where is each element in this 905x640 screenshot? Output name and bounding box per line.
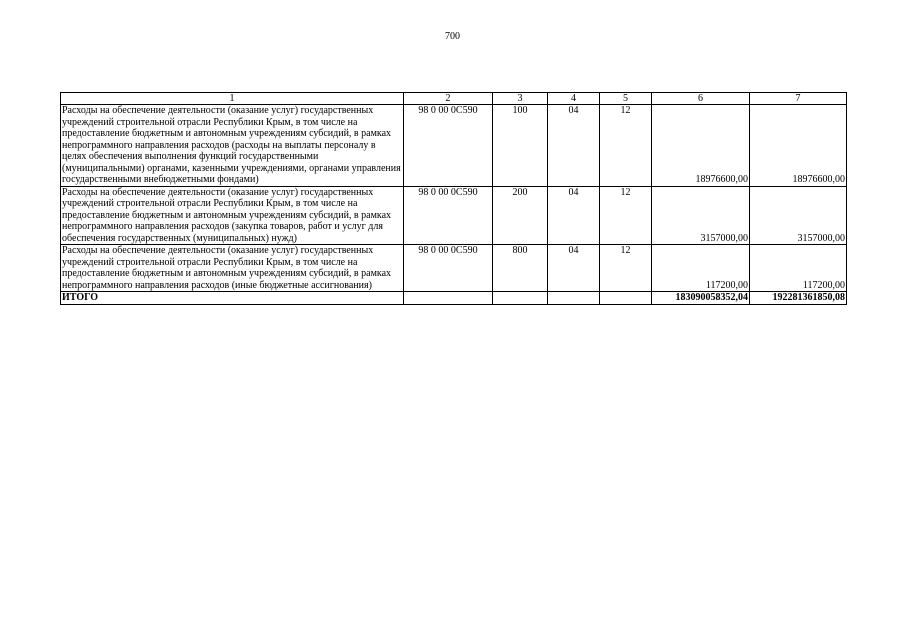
row-col4: 04	[548, 105, 600, 187]
column-header: 5	[600, 93, 652, 105]
row-col4: 04	[548, 186, 600, 245]
row-col6: 117200,00	[652, 245, 750, 292]
budget-table	[60, 92, 847, 305]
table-row	[61, 186, 847, 245]
total-row	[61, 292, 847, 305]
column-header: 7	[750, 93, 847, 105]
total-col6: 183090058352,04	[652, 292, 750, 305]
row-col6: 3157000,00	[652, 186, 750, 245]
row-col6: 18976600,00	[652, 105, 750, 187]
row-col3: 200	[493, 186, 548, 245]
row-col7: 117200,00	[750, 245, 847, 292]
page-number: 700	[445, 31, 460, 42]
empty-cell	[404, 292, 493, 305]
row-col5: 12	[600, 186, 652, 245]
row-col3: 800	[493, 245, 548, 292]
row-code: 98 0 00 0С590	[404, 186, 493, 245]
row-description: Расходы на обеспечение деятельности (оказание услуг) государственных учреждений строительной отрасли Республики Крым, в том числе на предоставление бюджетным и автономным учреждениям субсидий, в рамках непрограммного направления расходов (расходы на выплаты персоналу в целях обеспечения выполнения функций государственными (муниципальными) органами, казенными учреждениями, органами управления государственными внебюджетными фондами)	[61, 105, 404, 187]
row-description: Расходы на обеспечение деятельности (оказание услуг) государственных учреждений строительной отрасли Республики Крым, в том числе на предоставление бюджетным и автономным учреждениям субсидий, в рамках непрограммного направления расходов (закупка товаров, работ и услуг для обеспечения государственных (муниципальных) нужд)	[61, 186, 404, 245]
table-header-row	[61, 93, 847, 105]
row-col4: 04	[548, 245, 600, 292]
column-header: 4	[548, 93, 600, 105]
table-row	[61, 245, 847, 292]
column-header: 1	[61, 93, 404, 105]
row-code: 98 0 00 0С590	[404, 105, 493, 187]
empty-cell	[493, 292, 548, 305]
row-col5: 12	[600, 105, 652, 187]
row-description: Расходы на обеспечение деятельности (оказание услуг) государственных учреждений строительной отрасли Республики Крым, в том числе на предоставление бюджетным и автономным учреждениям субсидий, в рамках непрограммного направления расходов (иные бюджетные ассигнования)	[61, 245, 404, 292]
row-code: 98 0 00 0С590	[404, 245, 493, 292]
row-col7: 3157000,00	[750, 186, 847, 245]
row-col7: 18976600,00	[750, 105, 847, 187]
total-label: ИТОГО	[61, 292, 404, 305]
total-col7: 192281361850,08	[750, 292, 847, 305]
row-col5: 12	[600, 245, 652, 292]
row-col3: 100	[493, 105, 548, 187]
column-header: 3	[493, 93, 548, 105]
empty-cell	[548, 292, 600, 305]
column-header: 6	[652, 93, 750, 105]
column-header: 2	[404, 93, 493, 105]
table-row	[61, 105, 847, 187]
empty-cell	[600, 292, 652, 305]
